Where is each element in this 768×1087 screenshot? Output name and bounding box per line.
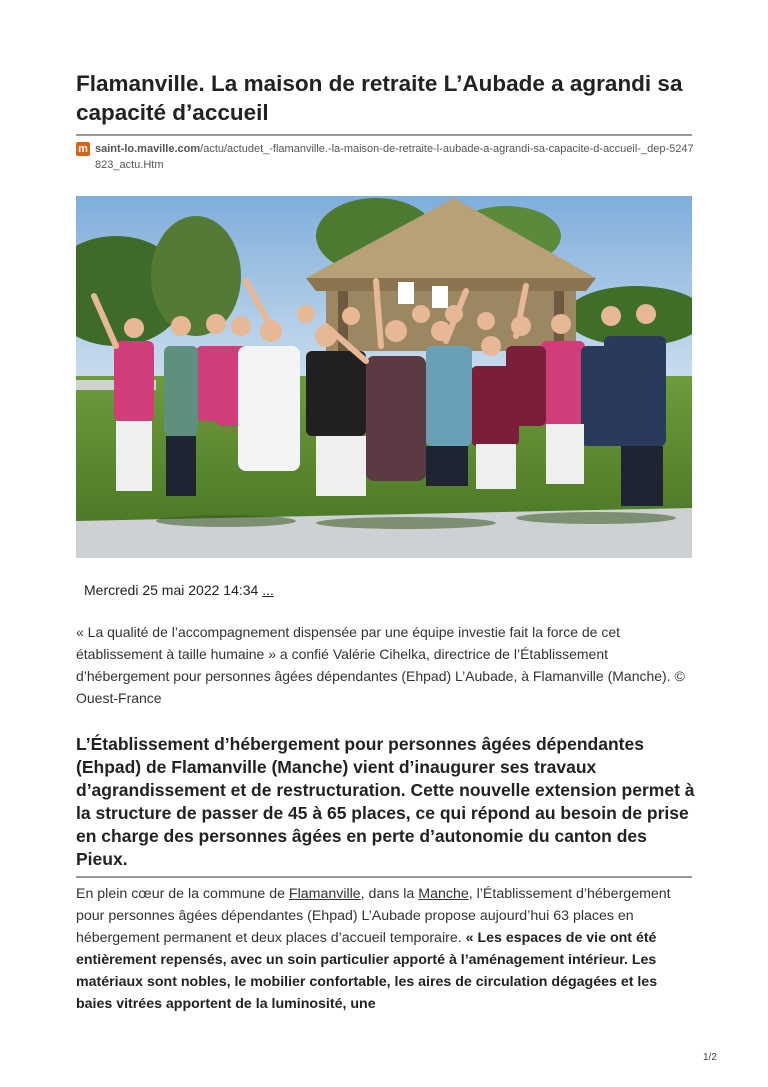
body-text-2: , dans la [360, 886, 419, 902]
lead-divider [76, 876, 692, 878]
date-more-link[interactable]: ... [262, 582, 274, 598]
body-quote: « Les espaces de vie ont été entièrement repensés, avec un soin particulier apporté à l’aménagement intérieur. Les matériaux sont nobles, le mobilier confortable, les aires de circulation dégagées et les baies vitrées apportent de la luminosité, une [76, 930, 658, 1012]
photo-caption: « La qualité de l’accompagnement dispensée par une équipe investie fait la force de cet établissement à taille humaine » a confié Valérie Cihelka, directrice de l’Établissement d’hébergement pour personnes âgées dépendantes (Ehpad) L’Aubade, à Flamanville (Manche). © Ouest-France [76, 624, 685, 706]
body-text-1: En plein cœur de la commune de [76, 886, 289, 902]
date-text: Mercredi 25 mai 2022 14:34 [84, 582, 259, 598]
article-lead: L’Établissement d’hébergement pour personnes âgées dépendantes (Ehpad) de Flamanville (Manche) vient d’inaugurer ses travaux d’agrandissement et de restructuration. Cette nouvelle extension permet à la structure de passer de 45 à 65 places, ce qui répond au besoin de prise en charge des personnes âgées en perte d’autonomie du canton des Pieux. [76, 734, 695, 869]
link-manche[interactable]: Manche [418, 886, 469, 902]
article-body [76, 883, 692, 1015]
source-domain: saint-lo.maville.com [95, 143, 201, 155]
article-title: Flamanville. La maison de retraite L’Aubade a agrandi sa capacité d’accueil [76, 71, 683, 125]
source-url[interactable] [95, 141, 696, 173]
source-path: /actu/actudet_-flamanville.-la-maison-de-retraite-l-aubade-a-agrandi-sa-capacite-d-accueil-_dep-5247823_actu.Htm [95, 143, 694, 171]
source-line [76, 141, 696, 173]
link-flamanville[interactable]: Flamanville [288, 886, 361, 902]
page-number: 1/2 [703, 1052, 717, 1063]
article-photo [76, 196, 692, 558]
maville-logo-icon: m [76, 142, 90, 156]
body-text-3: , l’Établissement d’hébergement pour personnes âgées dépendantes (Ehpad) L’Aubade propose aujourd’hui 63 places en hébergement permanent et deux places d’accueil temporaire. [76, 886, 671, 946]
publication-date [84, 582, 274, 598]
title-divider [76, 134, 692, 136]
